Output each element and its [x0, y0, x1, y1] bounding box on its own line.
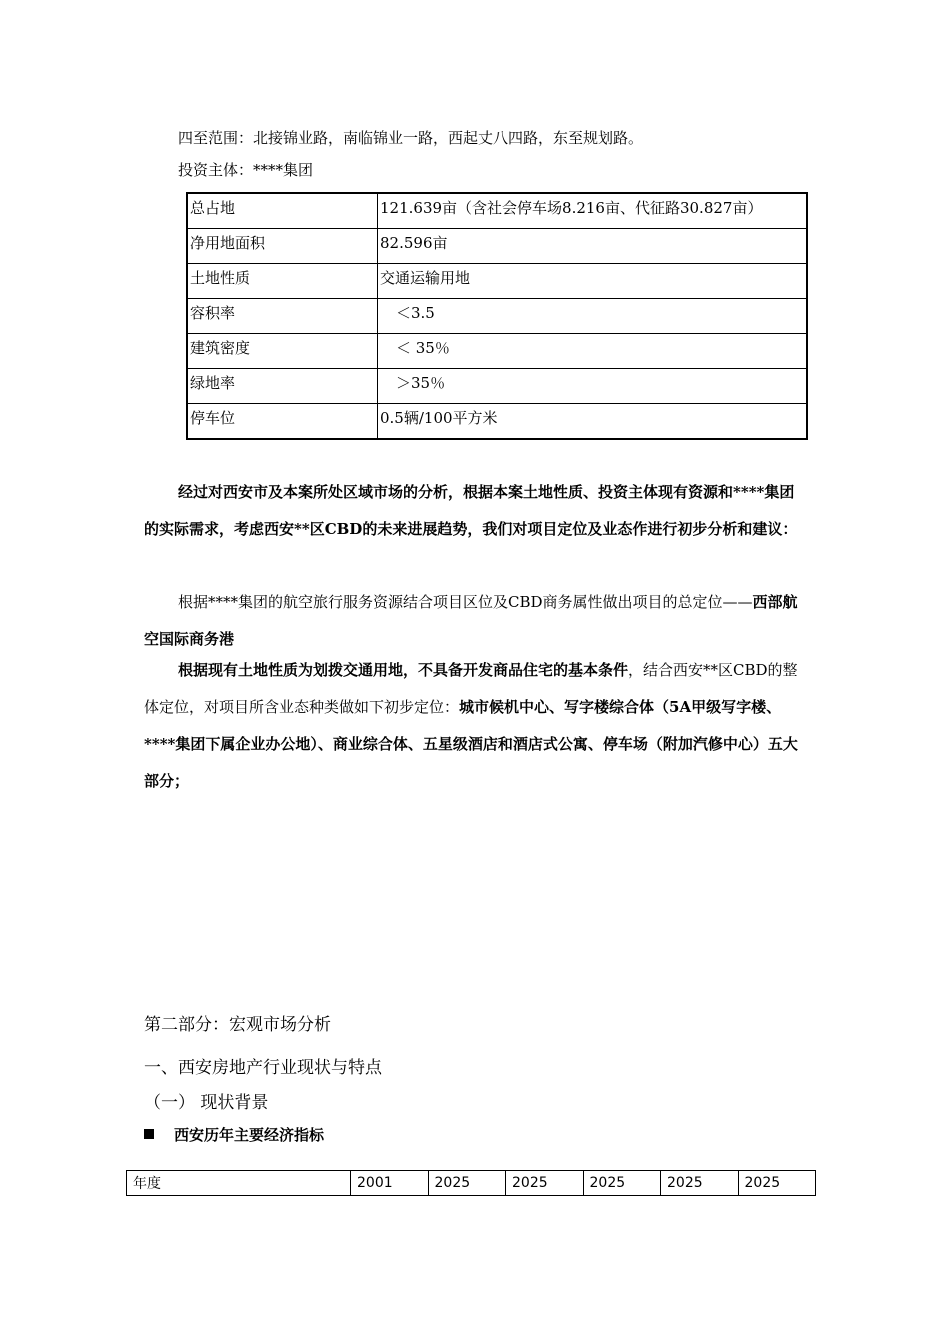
- positioning-paragraph: [144, 584, 809, 658]
- fact-value-cell: 交通运输用地: [378, 264, 808, 299]
- fact-key-cell: 绿地率: [187, 369, 378, 404]
- fact-key-cell: 净用地面积: [187, 229, 378, 264]
- investor-text: 投资主体：****集团: [178, 161, 314, 179]
- table-row: [187, 299, 807, 334]
- section2-title: 第二部分：宏观市场分析: [144, 1015, 331, 1035]
- year-cell: 2001: [351, 1171, 429, 1196]
- table-row: [187, 404, 807, 440]
- year-cell: 2025: [506, 1171, 584, 1196]
- bullet-item: [144, 1124, 324, 1145]
- economic-indicators-table: [126, 1170, 816, 1196]
- table-row: [127, 1171, 816, 1196]
- year-cell: 2025: [583, 1171, 661, 1196]
- business-normal: ，结合西安**区CBD的整体定位，对项目所含业态种类做如下初步定位：: [144, 661, 798, 716]
- fact-value-cell: ＜3.5: [378, 299, 808, 334]
- fact-key-cell: 总占地: [187, 193, 378, 229]
- table-row: [187, 369, 807, 404]
- fact-value-cell: 82.596亩: [378, 229, 808, 264]
- analysis-text: 经过对西安市及本案所处区域市场的分析，根据本案土地性质、投资主体现有资源和****集团的实际需求，考虑西安**区CBD的未来进展趋势，我们对项目定位及业态作进行初步分析和建议：: [144, 483, 798, 538]
- section2-heading-2: （一） 现状背景: [144, 1093, 269, 1113]
- square-bullet-icon: [144, 1129, 154, 1139]
- fact-value-cell: ＜ 35％: [378, 334, 808, 369]
- business-bold-2: 城市候机中心、写字楼综合体（5A甲级写字楼、****集团下属企业办公地）、商业综合体、五星级酒店和酒店式公寓、停车场（附加汽修中心）五大部分；: [144, 698, 798, 790]
- fact-key-cell: 建筑密度: [187, 334, 378, 369]
- business-paragraph: [144, 652, 809, 800]
- year-cell: 2025: [661, 1171, 739, 1196]
- analysis-paragraph: [144, 474, 809, 548]
- boundary-text: 四至范围：北接锦业路，南临锦业一路，西起丈八四路，东至规划路。: [178, 129, 644, 147]
- fact-key-cell: 土地性质: [187, 264, 378, 299]
- fact-value-cell: 0.5辆/100平方米: [378, 404, 808, 440]
- land-facts-table: [186, 192, 808, 440]
- business-bold-1: 根据现有土地性质为划拨交通用地，不具备开发商品住宅的基本条件: [178, 661, 629, 679]
- table-row: [187, 229, 807, 264]
- fact-key-cell: 停车位: [187, 404, 378, 440]
- table-row: [187, 334, 807, 369]
- year-cell: 2025: [738, 1171, 816, 1196]
- fact-key-cell: 容积率: [187, 299, 378, 334]
- positioning-text: 根据****集团的航空旅行服务资源结合项目区位及CBD商务属性做出项目的总定位——: [178, 593, 753, 611]
- table-row: [187, 264, 807, 299]
- year-header-cell: 年度: [127, 1171, 351, 1196]
- fact-value-cell: 121.639亩（含社会停车场8.216亩、代征路30.827亩）: [378, 193, 808, 229]
- fact-value-cell: ＞35％: [378, 369, 808, 404]
- year-cell: 2025: [428, 1171, 506, 1196]
- section2-heading-1: 一、西安房地产行业现状与特点: [144, 1058, 382, 1078]
- table-row: [187, 193, 807, 229]
- positioning-name: 西部航空国际商务港: [144, 593, 798, 648]
- bullet-text: 西安历年主要经济指标: [174, 1126, 325, 1144]
